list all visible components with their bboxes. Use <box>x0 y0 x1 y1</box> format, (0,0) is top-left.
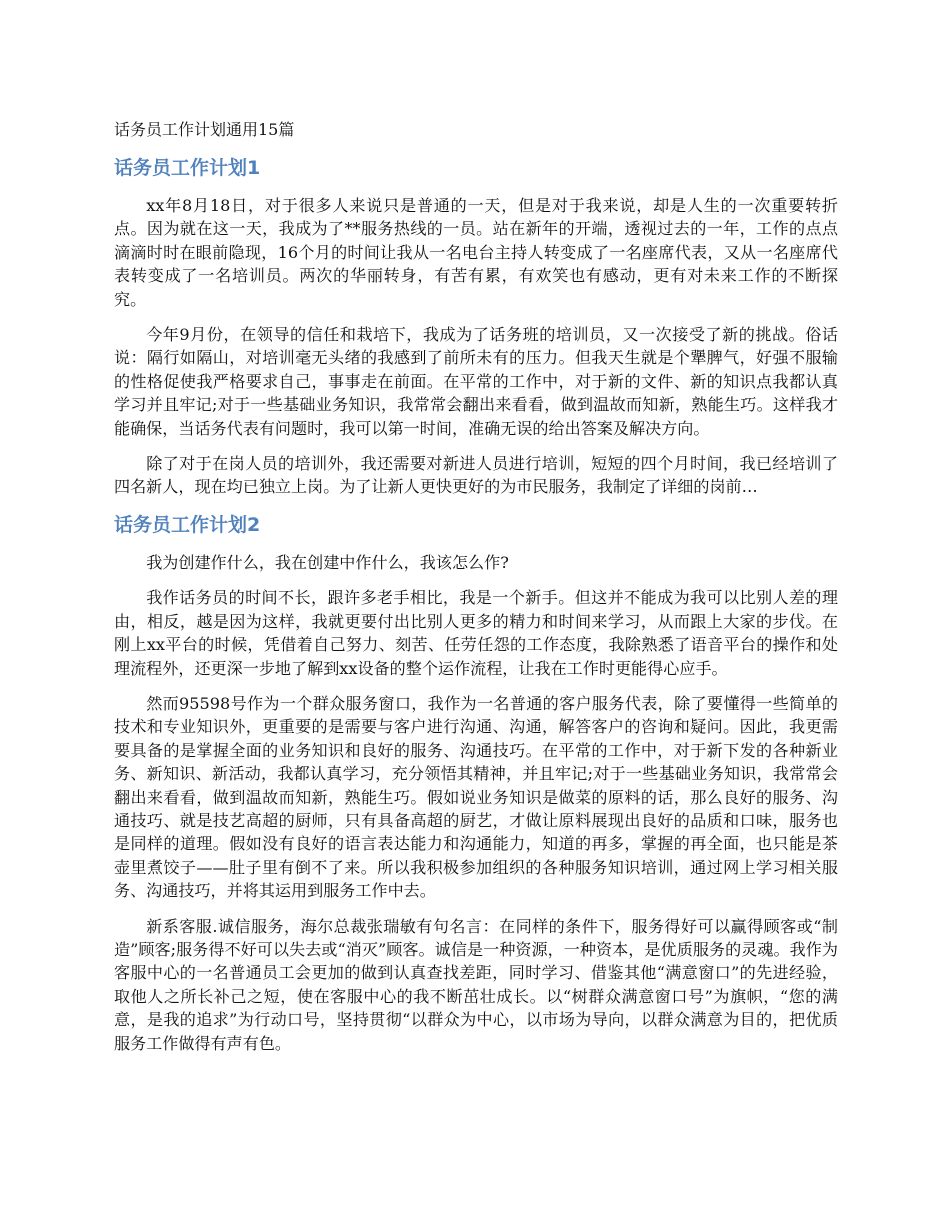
paragraph: 今年9月份，在领导的信任和栽培下，我成为了话务班的培训员，又一次接受了新的挑战。俗话说：隔行如隔山，对培训毫无头绪的我感到了前所未有的压力。但我天生就是个犟脾气，好强不服输的性格促使我严格要求自己，事事走在前面。在平常的工作中，对于新的文件、新的知识点我都认真学习并且牢记;对于一些基础业务知识，我常常会翻出来看看，做到温故而知新，熟能生巧。这样我才能确保，当话务代表有问题时，我可以第一时间，准确无误的给出答案及解决方向。 <box>114 325 838 438</box>
document-title: 话务员工作计划通用15篇 <box>114 120 295 139</box>
paragraph: 除了对于在岗人员的培训外，我还需要对新进人员进行培训，短短的四个月时间，我已经培训了四名新人，现在均已独立上岗。为了让新人更快更好的为市民服务，我制定了详细的岗前… <box>114 454 838 497</box>
paragraph: 我作话务员的时间不长，跟许多老手相比，我是一个新手。但这并不能成为我可以比别人差的理由，相反，越是因为这样，我就更要付出比别人更多的精力和时间来学习，从而跟上大家的步伐。在刚上xx平台的时候，凭借着自己努力、刻苦、任劳任怨的工作态度，我除熟悉了语音平台的操作和处理流程外，还更深一步地了解到xx设备的整个运作流程，让我在工作时更能得心应手。 <box>114 588 838 678</box>
section-heading: 话务员工作计划2 <box>114 513 261 536</box>
document-page <box>114 118 838 1067</box>
section-1 <box>114 154 838 499</box>
section-heading: 话务员工作计划1 <box>114 157 261 179</box>
section-2 <box>114 511 838 1055</box>
paragraph: 新系客服.诚信服务，海尔总裁张瑞敏有句名言：在同样的条件下，服务得好可以赢得顾客或“制造”顾客;服务得不好可以失去或“消灭”顾客。诚信是一种资源，一种资本，是优质服务的灵魂。我作为客服中心的一名普通员工会更加的做到认真查找差距，同时学习、借鉴其他“满意窗口”的先进经验，取他人之所长补己之短，使在客服中心的我不断茁壮成长。以“树群众满意窗口号”为旗帜，“您的满意，是我的追求”为行动口号，坚持贯彻“以群众为中心，以市场为导向，以群众满意为目的，把优质服务工作做得有声有色。 <box>114 916 838 1053</box>
paragraph: xx年8月18日，对于很多人来说只是普通的一天，但是对于我来说，却是人生的一次重要转折点。因为就在这一天，我成为了**服务热线的一员。站在新年的开端，透视过去的一年，工作的点点滴滴时时在眼前隐现，16个月的时间让我从一名电台主持人转变成了一名座席代表，又从一名座席代表转变成了一名培训员。两次的华丽转身，有苦有累，有欢笑也有感动，更有对未来工作的不断探究。 <box>114 196 838 309</box>
paragraph: 然而95598号作为一个群众服务窗口，我作为一名普通的客户服务代表，除了要懂得一些简单的技术和专业知识外，更重要的是需要与客户进行沟通、沟通，解答客户的咨询和疑问。因此，我更需要具备的是掌握全面的业务知识和良好的服务、沟通技巧。在平常的工作中，对于新下发的各种新业务、新知识、新活动，我都认真学习，充分领悟其精神，并且牢记;对于一些基础业务知识，我常常会翻出来看看，做到温故而知新，熟能生巧。假如说业务知识是做菜的原料的话，那么良好的服务、沟通技巧、就是技艺高超的厨师，只有具备高超的厨艺，才做让原料展现出良好的品质和口味，服务也是同样的道理。假如没有良好的语言表达能力和沟通能力，知道的再多，掌握的再全面，也只能是茶壶里煮饺子——肚子里有倒不了来。所以我积极参加组织的各种服务知识培训，通过网上学习相关服务、沟通技巧，并将其运用到服务工作中去。 <box>114 693 838 901</box>
paragraph: 我为创建作什么，我在创建中作什么，我该怎么作? <box>146 552 509 572</box>
